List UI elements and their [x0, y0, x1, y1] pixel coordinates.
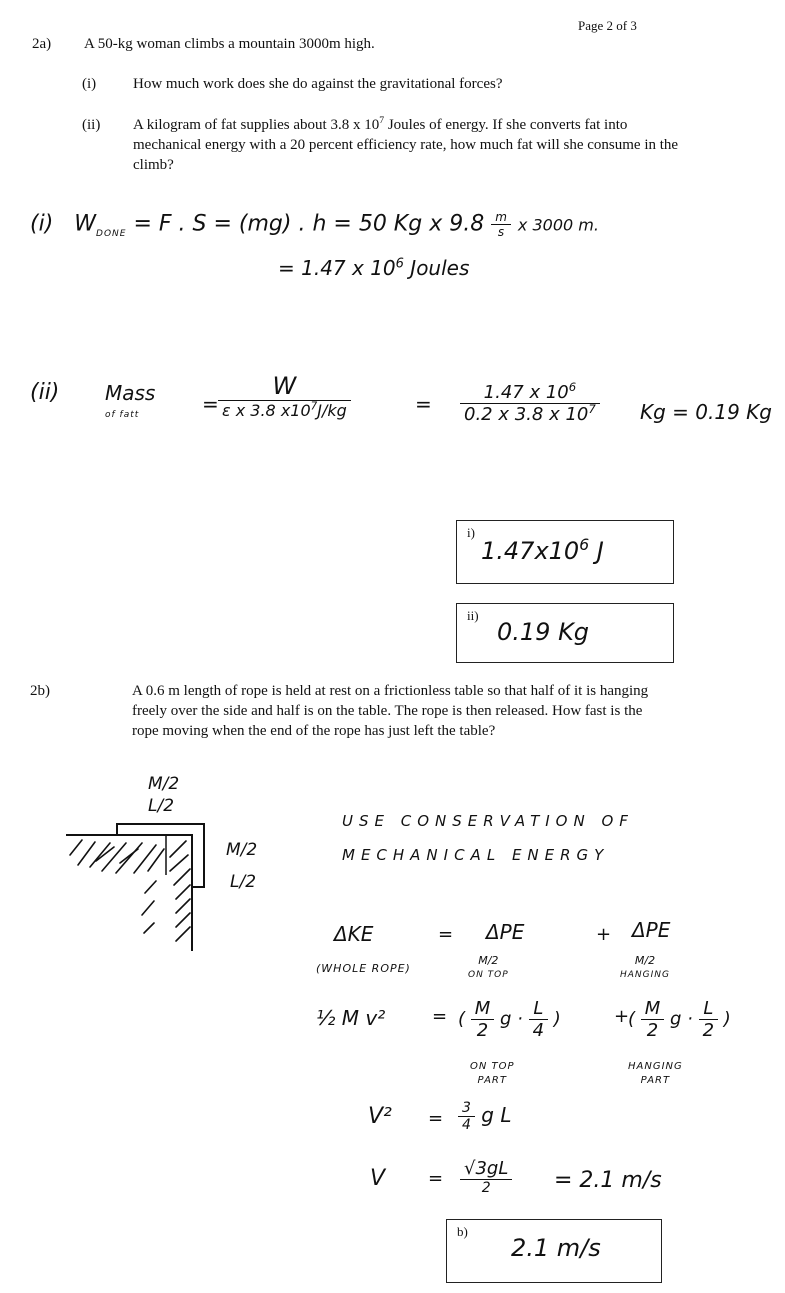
question-2a-prompt: A 50-kg woman climbs a mountain 3000m high.	[84, 36, 375, 52]
fraction-2-denominator	[460, 404, 600, 425]
whole-rope-note: (WHOLE ROPE)	[316, 962, 411, 975]
hanging-mass: M/2	[634, 954, 656, 967]
diagram-top-length: L/2	[148, 796, 175, 816]
pe-top-mass-num: M	[471, 998, 495, 1020]
answer-b-value: 2.1 m/s	[511, 1234, 601, 1262]
solution-ii-label: (ii)	[30, 380, 60, 405]
fraction-1	[218, 372, 351, 420]
row2-equals: =	[432, 1006, 448, 1027]
row4-equals: =	[428, 1168, 444, 1189]
part-i-label: (i)	[82, 76, 97, 92]
kinetic-energy-expr: ½ M v²	[316, 1006, 386, 1030]
rope-table-diagram	[50, 815, 230, 955]
mass-of-fat-label	[105, 382, 155, 426]
solution-note-line1: USE CONSERVATION OF	[342, 812, 634, 830]
work-unit: Joules	[403, 256, 470, 280]
fraction-1-denominator	[218, 401, 351, 420]
question-number-2a: 2a)	[32, 36, 52, 52]
question-2b-text: A 0.6 m length of rope is held at rest on a frictionless table so that half of it is hanging freely over the side and half is on the table. The rope is then released. How fast is the rope moving when the end of the rope has just left the table?	[132, 683, 649, 739]
row4-num: √3gL	[460, 1158, 512, 1180]
on-top-note	[468, 954, 509, 982]
answer-i-exponent: 6	[579, 536, 590, 554]
on-top-part-line2: PART	[477, 1075, 507, 1086]
fraction-2-den-exp: 7	[588, 402, 596, 416]
work-symbol: W	[74, 211, 97, 237]
of-fat-label: of fatt	[105, 410, 140, 420]
equals-2: =	[415, 392, 432, 416]
work-subscript: DONE	[96, 228, 127, 239]
fraction-1-numerator: W	[218, 372, 351, 401]
work-exponent: 6	[395, 256, 404, 272]
on-top-mass: M/2	[478, 954, 499, 967]
pe-hang-len-num: L	[699, 998, 718, 1020]
answer-b-label: b)	[457, 1224, 468, 1239]
pe-hanging-expr: ( $\frac{M}{2}$ g · $\frac{L}{2}$ )	[628, 998, 731, 1041]
fraction-1-den-unit: J/kg	[317, 401, 347, 420]
unit-denominator: s	[497, 225, 505, 239]
fat-result: Kg = 0.19 Kg	[640, 400, 772, 424]
pe-top-len-den: 4	[532, 1020, 545, 1041]
part-ii-text-b: Joules of energy. If she converts fat into mechanical energy with a 20 percent efficiency rate, how much fat will she consume in the climb?	[133, 117, 679, 173]
row1-equals: =	[438, 924, 454, 945]
hanging-part-line2: PART	[640, 1075, 671, 1086]
delta-ke: ΔKE	[334, 922, 374, 946]
v-squared: V²	[368, 1104, 392, 1129]
pe-hang-mass-num: M	[641, 998, 665, 1020]
row2-plus: +	[614, 1006, 630, 1027]
pe-top-len-num: L	[529, 998, 548, 1020]
part-ii-text-a: A kilogram of fat supplies about 3.8 x 10	[133, 117, 380, 133]
answer-i-mantissa: 1.47x10	[481, 537, 580, 565]
answer-box-b	[446, 1219, 662, 1283]
row3-num: 3	[458, 1100, 475, 1117]
part-ii-exponent: 7	[379, 115, 385, 126]
fraction-1-den-exp: 7	[310, 400, 318, 413]
pe-hang-len-den: 2	[702, 1020, 715, 1041]
delta-pe-hanging: ΔPE	[632, 918, 671, 942]
diagram-side-mass: M/2	[226, 840, 258, 860]
on-top-part-line1: ON TOP	[470, 1061, 515, 1072]
equals-1: =	[202, 392, 219, 416]
unit-numerator: m	[491, 210, 511, 225]
part-i-text: How much work does she do against the gravitational forces?	[133, 76, 503, 92]
pe-top-mass-den: 2	[476, 1020, 489, 1041]
hanging-note	[620, 954, 670, 982]
row3-rhs	[458, 1100, 511, 1133]
part-ii-label: (ii)	[82, 117, 101, 133]
diagram-top-mass: M/2	[148, 774, 180, 794]
row3-den: 4	[462, 1117, 471, 1133]
diagram-side-length: L/2	[230, 872, 257, 892]
solution-i-line2	[278, 256, 469, 280]
row1-plus: +	[596, 924, 612, 945]
pe-top-g: g ·	[500, 1008, 523, 1030]
fraction-2	[460, 382, 600, 425]
work-equation: = F . S = (mg) . h = 50 Kg x 9.8	[133, 211, 485, 237]
answer-ii-label: ii)	[467, 608, 479, 623]
mass-label: Mass	[105, 381, 156, 405]
fraction-2-numerator	[460, 382, 600, 404]
answer-i-label: i)	[467, 525, 475, 540]
answer-box-i	[456, 520, 674, 584]
v-symbol: V	[370, 1166, 386, 1191]
row4-fraction	[460, 1158, 512, 1196]
velocity-result: = 2.1 m/s	[554, 1168, 662, 1193]
hanging-part-line1: HANGING	[628, 1061, 683, 1072]
row3-gl: g L	[481, 1103, 512, 1127]
answer-i-unit: J	[589, 537, 604, 565]
fraction-2-num-exp: 6	[568, 380, 577, 394]
solution-i-label: (i)	[30, 211, 54, 237]
fraction-1-den-text: ε x 3.8 x10	[222, 401, 311, 420]
row3-equals: =	[428, 1108, 444, 1129]
pe-hang-g: g ·	[670, 1008, 693, 1030]
fraction-2-num-text: 1.47 x 10	[483, 382, 569, 403]
height-term: x 3000 m.	[517, 215, 599, 235]
answer-i-value	[481, 537, 604, 565]
row4-den: 2	[481, 1180, 491, 1196]
work-result: = 1.47 x 10	[278, 256, 396, 280]
pe-top-expr: ( $\frac{M}{2}$ g · $\frac{L}{4}$ )	[458, 998, 561, 1041]
hanging-text: HANGING	[620, 970, 670, 980]
solution-i-line1	[30, 210, 599, 239]
solution-note-line2: MECHANICAL ENERGY	[342, 846, 610, 864]
page-number: Page 2 of 3	[578, 18, 637, 33]
question-number-2b: 2b)	[30, 683, 50, 699]
answer-ii-value: 0.19 Kg	[497, 618, 590, 646]
delta-pe-top: ΔPE	[486, 920, 525, 944]
answer-box-ii	[456, 603, 674, 663]
hanging-part-note	[628, 1060, 683, 1088]
fraction-2-den-text: 0.2 x 3.8 x 10	[464, 404, 589, 425]
on-top-text: ON TOP	[468, 970, 509, 980]
pe-hang-mass-den: 2	[646, 1020, 659, 1041]
part-ii-text	[133, 115, 693, 175]
on-top-part-note	[470, 1060, 515, 1088]
